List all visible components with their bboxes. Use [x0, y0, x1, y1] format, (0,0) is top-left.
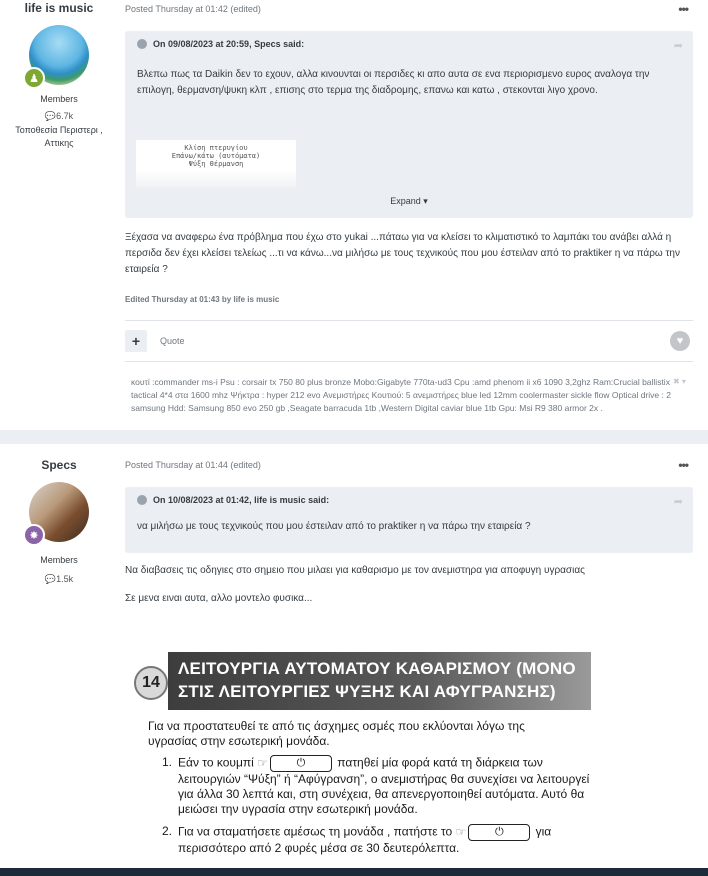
comment-bubble-icon: 💬 [44, 111, 57, 121]
quote-citation-link[interactable]: On 10/08/2023 at 01:42, life is music said: [153, 495, 330, 505]
taskbar-edge [0, 868, 708, 876]
post-1 [0, 0, 708, 430]
quote-text: να μιλήσω με τους τεχνικούς που μου έστειλαν από το praktiker η να πάρω την εταιρεία ? [137, 521, 531, 532]
quote-citation [125, 487, 693, 513]
comment-bubble-icon: 💬 [44, 574, 57, 584]
member-role: Members [40, 94, 78, 104]
quote-block [125, 487, 693, 553]
hand-pointer-icon: ☞ [455, 825, 467, 839]
manual-item-number: 2. [162, 824, 173, 838]
quoted-image-line: Επάνω/κάτω (αυτόματα) [171, 152, 261, 160]
post-body: Ξέχασα να αναφερω ένα πρόβλημα που έχω στο yukai ...πάταω για να κλείσει το κλιματιστικό το λαμπάκι του ανάβει αλλά η περσιδα δεν έχει κλείσει τελείως ...τι να κάνω...να μιλήσω με τους τεχνικούς που μου έστειλαν από το praktiker η να πάρω την εταιρεία ? [125, 232, 680, 275]
post-options-button[interactable]: ••• [678, 2, 688, 16]
quote-citation [125, 31, 693, 57]
manual-section-number: 14 [134, 666, 168, 700]
quote-text: Βλεπω πως τα Daikin δεν το εχουν, αλλα κινουνται οι περσιδες κι απο αυτα σε ενα περιορισμενο ευρος αναλογα την επιλογη, θερμανση/ψυκη κλπ , επισης στο τερμα της διαδρομης, επανω και κατω , στεκονται λιγο χρονο. [137, 69, 650, 96]
quote-citation-link[interactable]: On 09/08/2023 at 20:59, Specs said: [153, 39, 305, 49]
avatar[interactable] [29, 25, 89, 85]
divider [125, 361, 693, 362]
manual-title: ΛΕΙΤΟΥΡΓΙΑ ΑΥΤΟΜΑΤΟΥ ΚΑΘΑΡΙΣΜΟΥ (ΜΟΝΟ ΣΤΙΣ ΛΕΙΤΟΥΡΓΙΕΣ ΨΥΞΗΣ ΚΑΙ ΑΦΥΓΡΑΝΣΗΣ) [178, 659, 576, 701]
member-role: Members [40, 555, 78, 565]
manual-intro: Για να προστατευθεί τε από τις άσχημες οσμές που εκλύονται λόγω της υγρασίας στην εσωτερική μονάδα. [148, 719, 525, 748]
heart-icon[interactable]: ♥ [670, 331, 690, 351]
quoted-image-line: Ψύξη Θέρμανση [188, 160, 244, 168]
author-name[interactable]: life is music [24, 1, 94, 15]
post-separator [0, 430, 708, 444]
power-button-icon: ⏻ [270, 755, 332, 772]
post-body: Να διαβασεις τις οδηγιες στο σημειο που μιλαει για καθαρισμο με τον ανεμιστηρα για αποφυγη υγρασιας [125, 565, 585, 576]
rank-badge-icon: ✸ [23, 524, 45, 546]
signature: κουτί :commander ms-i Psu : corsair tx 750 80 plus bronze Mobo:Gigabyte 770ta-ud3 Cpu :amd phenom ii x6 1090 3,2ghz Ram:Crucial ballistix tactical 4*4 στα 1600 mhz Ψήκτρα : hyper 212 evo Ανεμιστήρες Κουτιού: 5 ανεμιστήρες blue led 12mm coolermaster sickle flow Optical drive : 2 samsung Hdd: Samsung 850 evo 250 gb ,Seagate barracuda 1tb ,Western Digital caviar blue 1tb Gpu: Msi R9 380 armor 2x . [131, 377, 671, 413]
manual-item-2: Για να σταματήσετε αμέσως τη μονάδα , πατήστε το ☞ ⏻ για περισσότερο από 2 φυρές μέσα σε 30 δευτερόλεπτα. [178, 824, 552, 855]
reputation-count: 💬1.5k [44, 574, 74, 584]
quote-author-icon [137, 495, 147, 505]
manual-image [134, 652, 594, 876]
close-signature-icon[interactable]: ✖ ▾ [673, 377, 686, 386]
power-button-icon: ⏻ [468, 824, 530, 841]
post-body: Σε μενα ειναι αυτα, αλλο μοντελο φυσικα... [125, 593, 313, 604]
post-date[interactable]: Posted Thursday at 01:44 (edited) [125, 460, 261, 470]
post-author-panel [0, 444, 118, 585]
author-name[interactable]: Specs [41, 458, 77, 472]
member-location: Τοποθεσία Περιστερι , Αττικης [15, 125, 103, 148]
quote-fade [125, 170, 693, 192]
caret-down-icon: ▾ [423, 196, 428, 206]
reputation-count: 💬6.7k [44, 111, 74, 121]
quote-button[interactable]: Quote [160, 336, 185, 346]
multiquote-button[interactable]: + [125, 330, 147, 352]
rank-badge-icon: ♟ [23, 67, 45, 89]
manual-item-number: 1. [162, 755, 173, 769]
post-author-panel [0, 0, 118, 150]
quoted-image-line: Κλίση πτερυγίου [184, 144, 248, 152]
divider [125, 320, 693, 321]
post-date[interactable]: Posted Thursday at 01:42 (edited) [125, 4, 261, 14]
manual-item-1: Εάν το κουμπί ☞ ⏻ πατηθεί μία φορά κατά τη διάρκεια των λειτουργιών “Ψύξη” ή “Αφύγρανση”, ο ανεμιστήρας θα συνεχίσει να λειτουργεί για άλλα 30 λεπτά και, στη συνέχεια, θα απενεργοποιηθεί αυτόματα. Αυτό θα μειώσει την υγρασία στην εσωτερική μονάδα. [178, 755, 590, 816]
expand-button[interactable]: Expand ▾ [390, 196, 428, 206]
share-icon[interactable]: ➦ [673, 496, 683, 508]
post-options-button[interactable]: ••• [678, 458, 688, 472]
hand-pointer-icon: ☞ [257, 756, 268, 770]
share-icon[interactable]: ➦ [673, 40, 683, 52]
quote-author-icon [137, 39, 147, 49]
edited-note: Edited Thursday at 01:43 by life is music [125, 295, 280, 304]
avatar[interactable] [29, 482, 89, 542]
